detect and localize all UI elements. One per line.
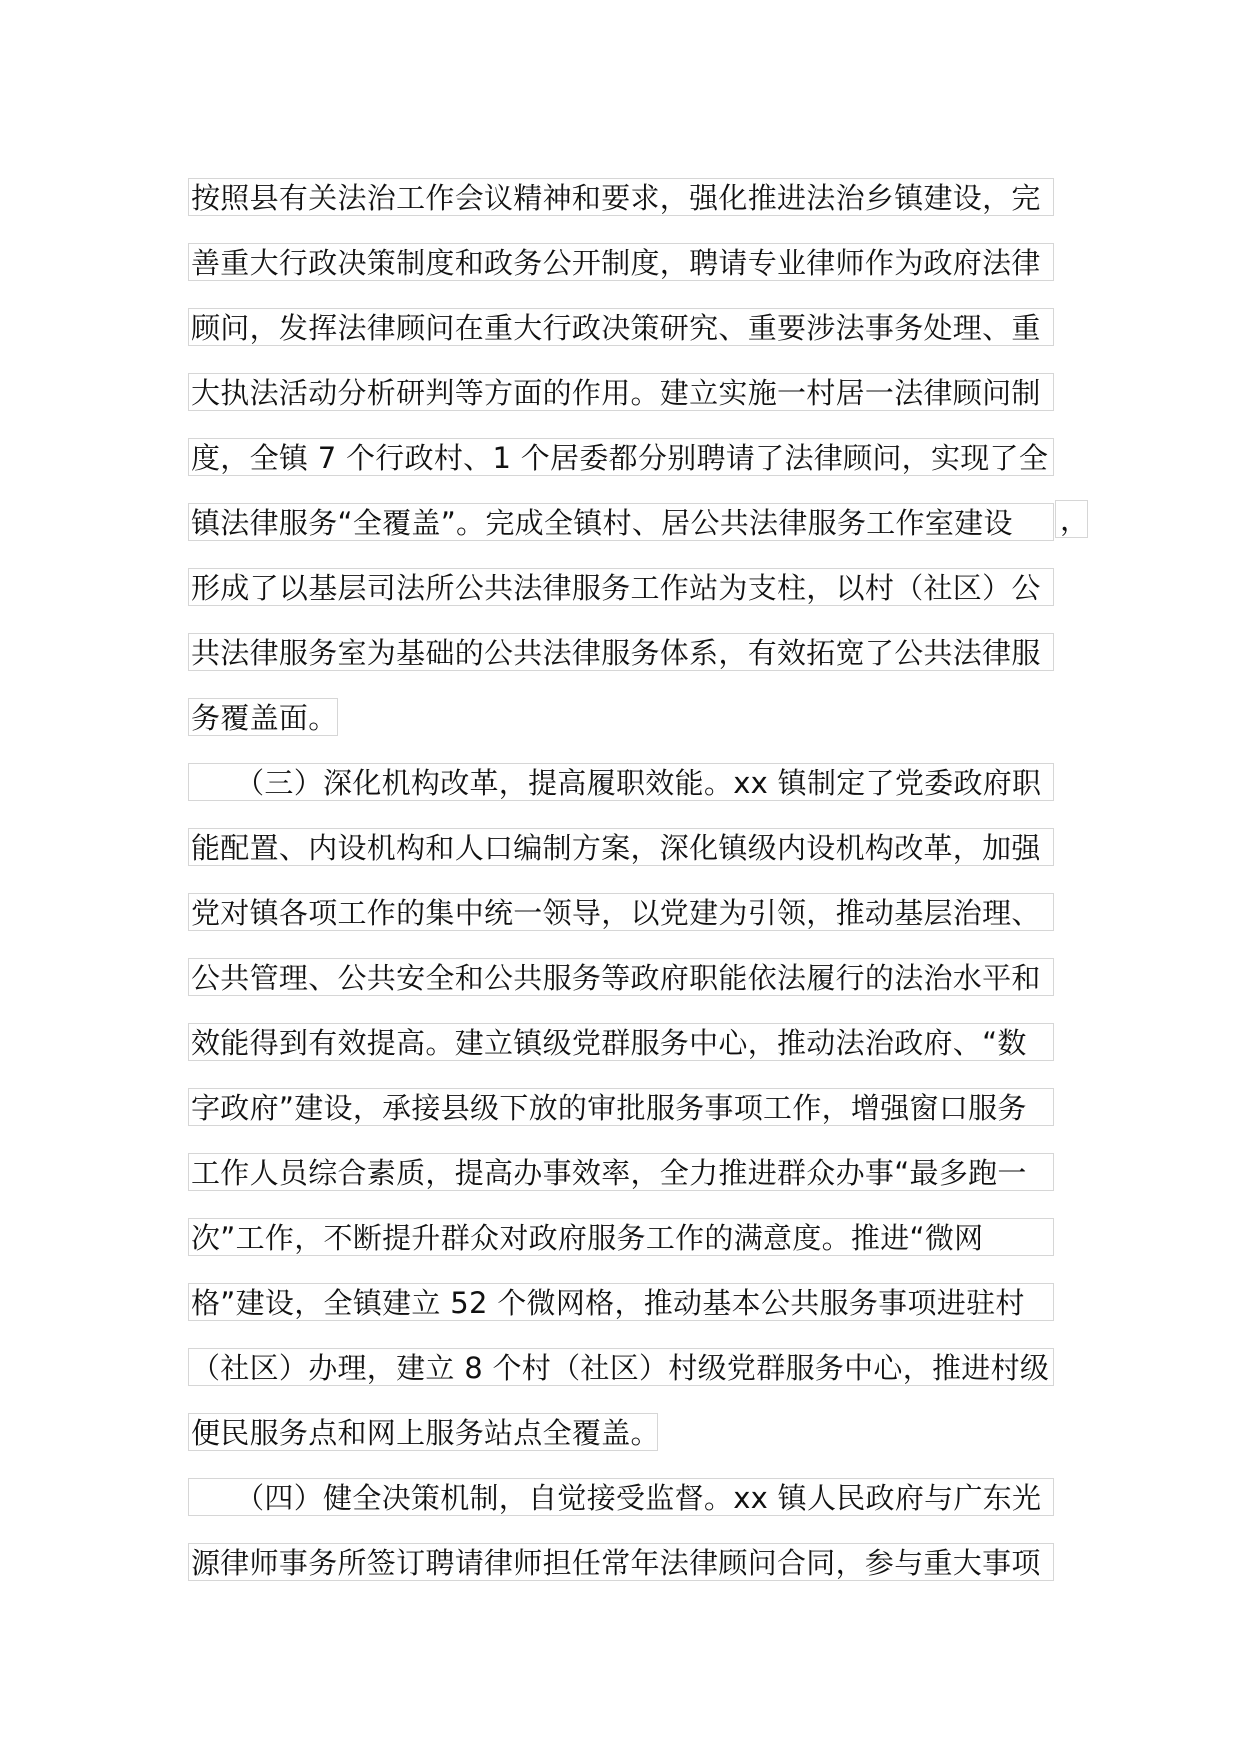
text-line: 度，全镇 7 个行政村、1 个居委都分别聘请了法律顾问，实现了全 — [188, 438, 1054, 476]
text-line: 次”工作，不断提升群众对政府服务工作的满意度。推进“微网 — [188, 1218, 1054, 1256]
text-line: 务覆盖面。 — [188, 698, 338, 736]
text-line: 能配置、内设机构和人口编制方案，深化镇级内设机构改革，加强 — [188, 828, 1054, 866]
text-line: 公共管理、公共安全和公共服务等政府职能依法履行的法治水平和 — [188, 958, 1054, 996]
text-line: 效能得到有效提高。建立镇级党群服务中心，推动法治政府、“数 — [188, 1023, 1054, 1061]
text-line: 党对镇各项工作的集中统一领导，以党建为引领，推动基层治理、 — [188, 893, 1054, 931]
paragraph-start-line: （三）深化机构改革，提高履职效能。xx 镇制定了党委政府职 — [188, 763, 1054, 801]
paragraph-start-line: （四）健全决策机制，自觉接受监督。xx 镇人民政府与广东光 — [188, 1478, 1054, 1516]
text-line: 形成了以基层司法所公共法律服务工作站为支柱，以村（社区）公 — [188, 568, 1054, 606]
text-line: 镇法律服务“全覆盖”。完成全镇村、居公共法律服务工作室建设 — [188, 503, 1054, 541]
overflow-comma: ， — [1055, 500, 1088, 538]
text-line: （社区）办理，建立 8 个村（社区）村级党群服务中心，推进村级 — [188, 1348, 1054, 1386]
text-line: 按照县有关法治工作会议精神和要求，强化推进法治乡镇建设，完 — [188, 178, 1054, 216]
text-line: 大执法活动分析研判等方面的作用。建立实施一村居一法律顾问制 — [188, 373, 1054, 411]
text-line: 工作人员综合素质，提高办事效率，全力推进群众办事“最多跑一 — [188, 1153, 1054, 1191]
text-line: 善重大行政决策制度和政务公开制度，聘请专业律师作为政府法律 — [188, 243, 1054, 281]
text-line: 顾问，发挥法律顾问在重大行政决策研究、重要涉法事务处理、重 — [188, 308, 1054, 346]
text-line: 便民服务点和网上服务站点全覆盖。 — [188, 1413, 658, 1451]
text-line: 源律师事务所签订聘请律师担任常年法律顾问合同，参与重大事项 — [188, 1543, 1054, 1581]
text-line: 共法律服务室为基础的公共法律服务体系，有效拓宽了公共法律服 — [188, 633, 1054, 671]
text-line: 字政府”建设，承接县级下放的审批服务事项工作，增强窗口服务 — [188, 1088, 1054, 1126]
text-line: 格”建设，全镇建立 52 个微网格，推动基本公共服务事项进驻村 — [188, 1283, 1054, 1321]
